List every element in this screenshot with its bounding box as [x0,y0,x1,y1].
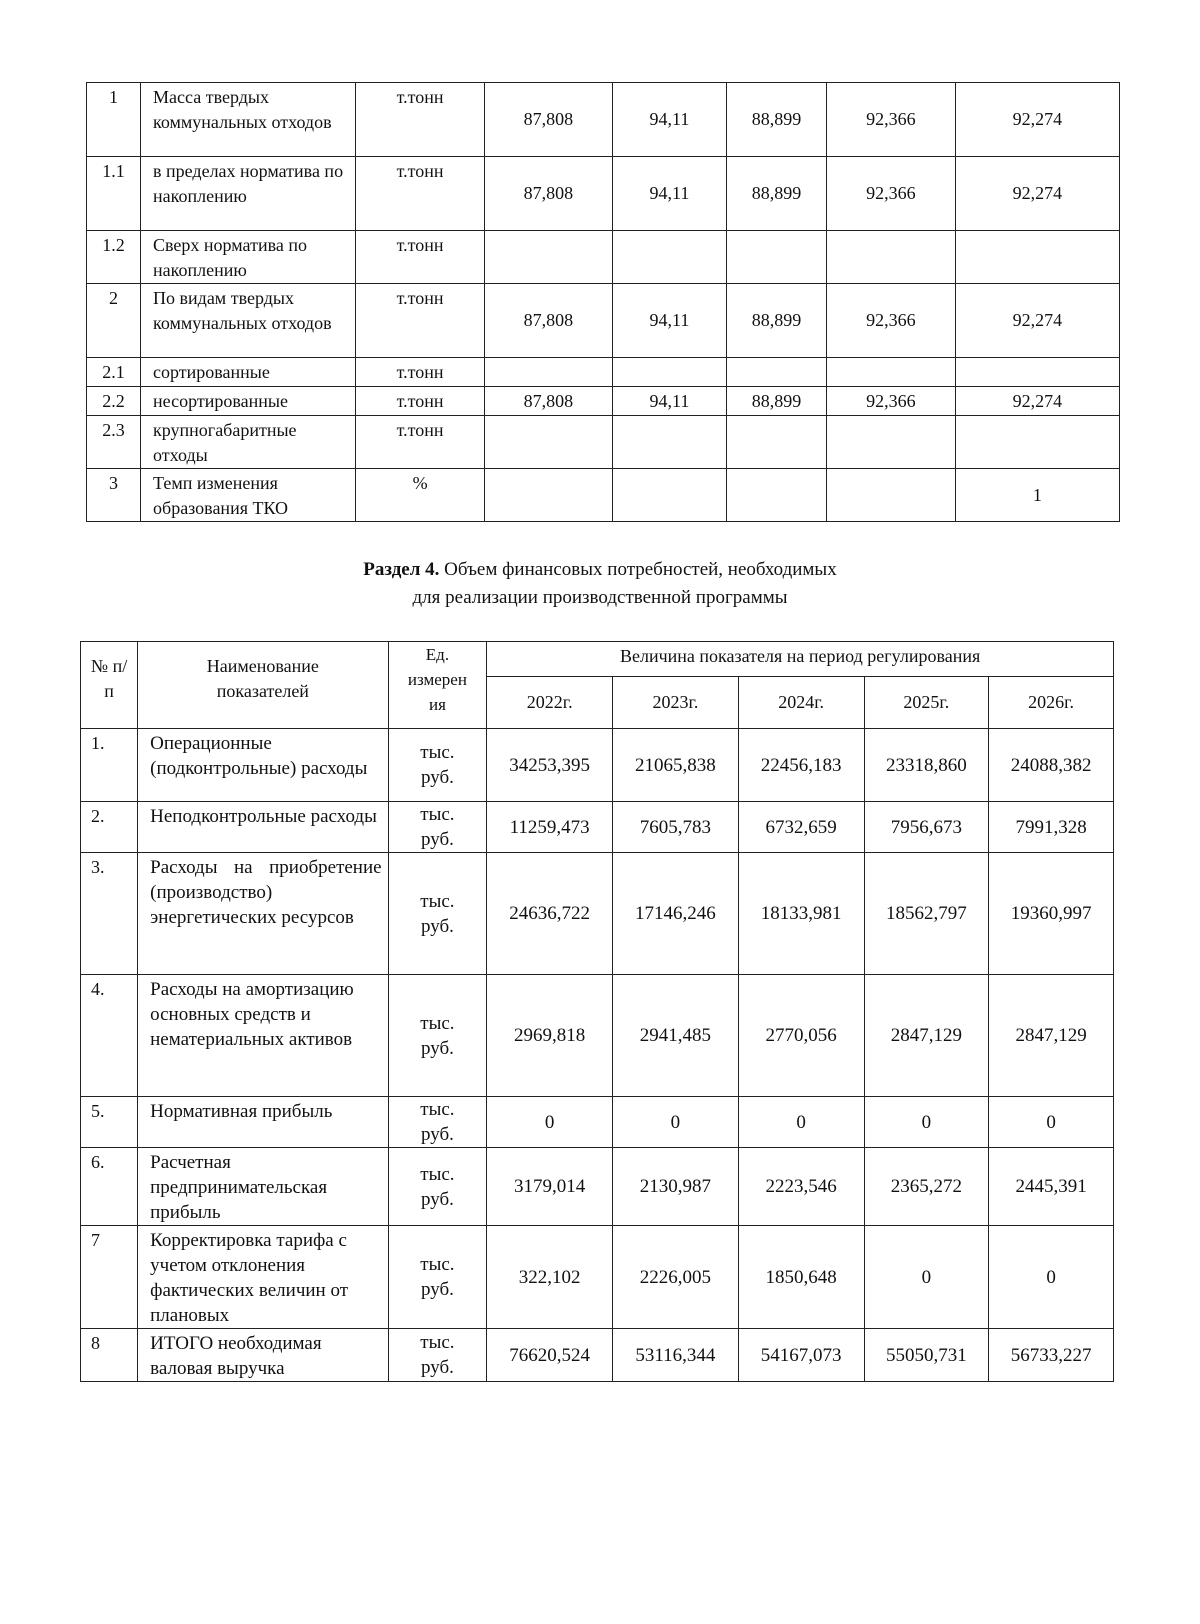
row-value: 88,899 [727,83,827,157]
row-unit: % [356,469,485,522]
row-value: 3179,014 [487,1148,613,1226]
row-value [826,358,955,387]
row-value: 0 [989,1226,1114,1329]
row-value: 88,899 [727,157,827,231]
row-value: 2226,005 [613,1226,739,1329]
row-value: 53116,344 [613,1329,739,1382]
row-name: Масса твердых коммунальных отходов [141,83,356,157]
row-value: 1850,648 [738,1226,864,1329]
row-value [727,416,827,469]
row-name: ИТОГО необходимая валовая выручка [138,1329,388,1382]
row-value: 2445,391 [989,1148,1114,1226]
row-name: несортированные [141,387,356,416]
header-name: Наименование показателей [138,642,388,729]
row-value [955,231,1119,284]
row-value: 2847,129 [864,975,989,1097]
row-value: 88,899 [727,284,827,358]
row-number: 1.2 [87,231,141,284]
row-value [485,231,613,284]
table-row [81,1097,1114,1148]
row-number: 8 [81,1329,138,1382]
row-number: 2.1 [87,358,141,387]
row-value: 2130,987 [613,1148,739,1226]
row-unit: тыс. руб. [388,1329,487,1382]
row-value: 7956,673 [864,802,989,853]
row-number: 2. [81,802,138,853]
row-value: 54167,073 [738,1329,864,1382]
header-year-2023: 2023г. [613,677,739,729]
table-row [87,387,1120,416]
row-name: в пределах норматива по накоплению [141,157,356,231]
row-value: 2941,485 [613,975,739,1097]
row-unit: т.тонн [356,231,485,284]
row-value: 2770,056 [738,975,864,1097]
row-value: 92,274 [955,83,1119,157]
table-row [87,469,1120,522]
row-value: 0 [487,1097,613,1148]
row-value: 2969,818 [487,975,613,1097]
row-number: 5. [81,1097,138,1148]
row-value: 92,274 [955,387,1119,416]
row-name: сортированные [141,358,356,387]
section-4-title [0,556,1200,612]
table-row [87,157,1120,231]
row-value: 92,366 [826,83,955,157]
table-row [81,729,1114,802]
table-row [87,358,1120,387]
row-value [612,469,726,522]
row-name: Сверх норматива по накоплению [141,231,356,284]
table-row [81,975,1114,1097]
row-unit: тыс. руб. [388,853,487,975]
table-row [81,1226,1114,1329]
table-row [81,1148,1114,1226]
row-value: 0 [738,1097,864,1148]
row-unit: тыс. руб. [388,1226,487,1329]
row-value: 87,808 [485,83,613,157]
row-value: 94,11 [612,284,726,358]
row-unit: тыс. руб. [388,729,487,802]
row-value: 76620,524 [487,1329,613,1382]
row-number: 3. [81,853,138,975]
row-value: 18562,797 [864,853,989,975]
table-row [81,853,1114,975]
table-row [87,416,1120,469]
row-value [612,358,726,387]
row-number: 2.2 [87,387,141,416]
row-value: 0 [864,1097,989,1148]
row-value: 34253,395 [487,729,613,802]
row-name: Темп изменения образования ТКО [141,469,356,522]
row-unit: тыс. руб. [388,802,487,853]
header-num: № п/п [81,642,138,729]
row-unit: т.тонн [356,416,485,469]
row-unit: т.тонн [356,83,485,157]
row-value: 92,366 [826,157,955,231]
row-value: 21065,838 [613,729,739,802]
row-number: 1.1 [87,157,141,231]
row-unit: тыс. руб. [388,975,487,1097]
row-name: По видам твердых коммунальных отходов [141,284,356,358]
table-row [81,1329,1114,1382]
row-number: 7 [81,1226,138,1329]
row-value: 87,808 [485,387,613,416]
row-value [727,358,827,387]
table-row [87,231,1120,284]
row-unit: т.тонн [356,157,485,231]
row-value: 24636,722 [487,853,613,975]
row-value: 88,899 [727,387,827,416]
row-unit: т.тонн [356,284,485,358]
section-title-line1: Объем финансовых потребностей, необходимых [439,559,837,580]
row-value: 94,11 [612,387,726,416]
row-unit: т.тонн [356,387,485,416]
table-row [87,83,1120,157]
header-year-2024: 2024г. [738,677,864,729]
row-number: 1. [81,729,138,802]
row-value: 2223,546 [738,1148,864,1226]
row-value: 92,274 [955,284,1119,358]
row-value: 22456,183 [738,729,864,802]
row-name: Корректировка тарифа с учетом отклонения фактических величин от плановых [138,1226,388,1329]
production-volume-table [86,82,1120,522]
row-value: 94,11 [612,83,726,157]
row-value [955,416,1119,469]
header-year-2026: 2026г. [989,677,1114,729]
row-value: 55050,731 [864,1329,989,1382]
row-value: 1 [955,469,1119,522]
row-value: 87,808 [485,157,613,231]
row-unit: тыс. руб. [388,1097,487,1148]
row-value: 322,102 [487,1226,613,1329]
row-value [727,469,827,522]
row-value: 92,366 [826,387,955,416]
row-value: 0 [989,1097,1114,1148]
row-value: 92,366 [826,284,955,358]
section-title-line2: для реализации производственной программы [412,587,788,608]
header-unit: Ед. измерен ия [388,642,487,729]
row-value: 87,808 [485,284,613,358]
row-value [485,469,613,522]
row-name: Операционные (подконтрольные) расходы [138,729,388,802]
row-name: Нормативная прибыль [138,1097,388,1148]
row-value [826,416,955,469]
row-number: 3 [87,469,141,522]
row-value: 2365,272 [864,1148,989,1226]
row-name: крупногабаритные отходы [141,416,356,469]
row-value: 17146,246 [613,853,739,975]
row-value: 19360,997 [989,853,1114,975]
table-row [87,284,1120,358]
row-value [485,416,613,469]
row-value: 11259,473 [487,802,613,853]
row-value: 0 [613,1097,739,1148]
row-name: Неподконтрольные расходы [138,802,388,853]
row-value: 56733,227 [989,1329,1114,1382]
row-value: 7605,783 [613,802,739,853]
row-number: 2.3 [87,416,141,469]
row-value [612,231,726,284]
row-value: 23318,860 [864,729,989,802]
row-name: Расчетная предпринимательская прибыль [138,1148,388,1226]
row-value: 94,11 [612,157,726,231]
header-year-2025: 2025г. [864,677,989,729]
financial-needs-table [80,641,1114,1382]
table-row [81,802,1114,853]
row-value [826,231,955,284]
header-year-2022: 2022г. [487,677,613,729]
row-unit: тыс. руб. [388,1148,487,1226]
header-period: Величина показателя на период регулирования [487,642,1114,677]
row-value: 6732,659 [738,802,864,853]
row-value [727,231,827,284]
row-number: 4. [81,975,138,1097]
row-value: 0 [864,1226,989,1329]
row-value [826,469,955,522]
row-number: 1 [87,83,141,157]
row-value: 24088,382 [989,729,1114,802]
row-value: 7991,328 [989,802,1114,853]
row-value: 18133,981 [738,853,864,975]
row-value [955,358,1119,387]
row-number: 2 [87,284,141,358]
row-value: 2847,129 [989,975,1114,1097]
row-value [612,416,726,469]
row-name: Расходы на амортизацию основных средств и нематериальных активов [138,975,388,1097]
row-value: 92,274 [955,157,1119,231]
row-value [485,358,613,387]
section-number: Раздел 4. [363,559,440,580]
row-number: 6. [81,1148,138,1226]
row-unit: т.тонн [356,358,485,387]
row-name: Расходы на приобретение (производство) энергетических ресурсов [138,853,388,975]
